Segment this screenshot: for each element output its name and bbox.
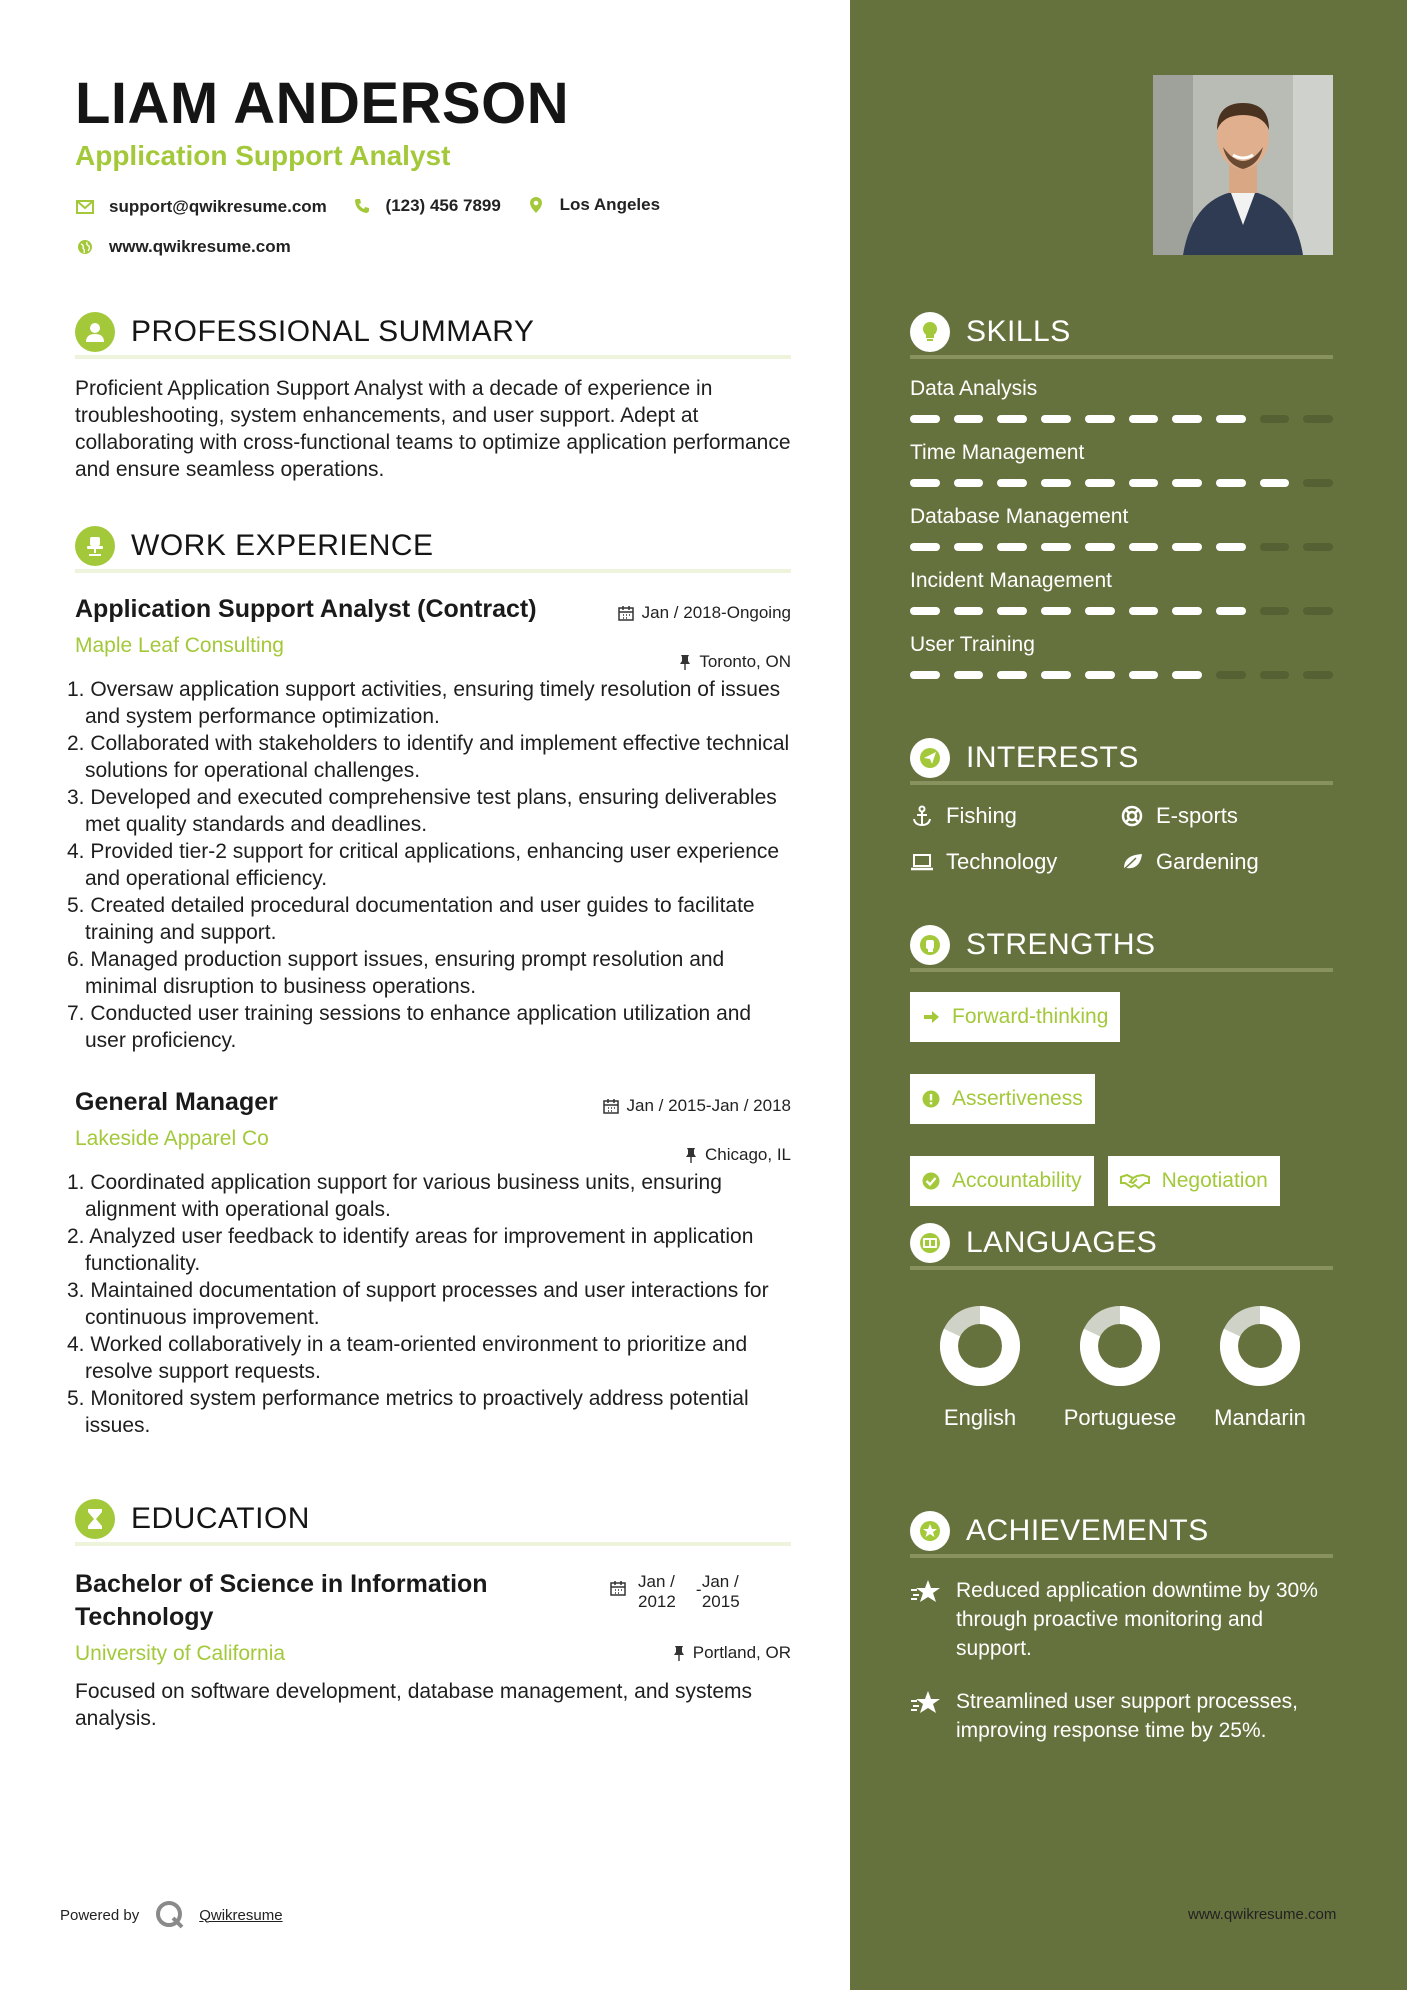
anchor-icon	[910, 805, 934, 827]
skill-label: Database Management	[910, 505, 1129, 528]
achievement-item	[910, 1687, 1333, 1745]
education-section	[75, 1500, 791, 1768]
skill-item	[910, 633, 1333, 679]
skill-item	[910, 377, 1333, 423]
star-rush-icon	[910, 1576, 942, 1663]
language-item	[910, 1304, 1050, 1432]
skill-dash-filled	[1041, 415, 1071, 423]
job-bullet: 6. Managed production support issues, ensuring prompt resolution and minimal disruption to business operations.	[67, 948, 725, 998]
location-text: Los Angeles	[559, 195, 661, 214]
languages-title: LANGUAGES	[966, 1226, 1158, 1259]
interest-label: Gardening	[1156, 849, 1259, 874]
raised-fist-icon	[910, 925, 950, 965]
skill-dash-filled	[1129, 479, 1159, 487]
handshake-icon	[1120, 1172, 1150, 1190]
pushpin-icon	[685, 1147, 697, 1163]
email-text: support@qwikresume.com	[109, 197, 327, 216]
skill-dash-filled	[910, 415, 940, 423]
skills-heading	[910, 313, 1333, 359]
school-name: University of California	[75, 1642, 286, 1665]
skill-dash-filled	[997, 607, 1027, 615]
job-bullet: 4. Worked collaboratively in a team-oriented environment to prioritize and resolve support requests.	[67, 1333, 748, 1383]
summary-heading	[75, 313, 791, 359]
contact-location	[526, 192, 660, 218]
interest-item	[1120, 849, 1330, 875]
degree-title	[75, 1568, 545, 1634]
skill-dash-filled	[1216, 543, 1246, 551]
education-title: EDUCATION	[131, 1502, 310, 1535]
skill-dash-filled	[910, 479, 940, 487]
start-date	[638, 1572, 676, 1612]
job-location	[685, 1145, 791, 1165]
end-date	[695, 1572, 740, 1612]
star-rush-icon	[910, 1687, 942, 1745]
achievement-text: Reduced application downtime by 30% through proactive monitoring and support.	[956, 1579, 1318, 1660]
skill-dash-empty	[1303, 543, 1333, 551]
skill-label: Incident Management	[910, 569, 1112, 592]
pushpin-icon	[673, 1645, 685, 1661]
lightbulb-icon	[910, 312, 950, 352]
summary-text: Proficient Application Support Analyst with a decade of experience in troubleshooting, system enhancements, and user support. Adept at collaborating with cross-functional teams to optimize application performance and ensure seamless operations.	[75, 377, 791, 481]
skill-dash-filled	[954, 607, 984, 615]
start-date-line: Jan /	[638, 1572, 675, 1591]
skill-dash-filled	[954, 479, 984, 487]
achievement-item	[910, 1576, 1333, 1663]
phone-icon	[352, 198, 372, 214]
skill-label: Data Analysis	[910, 377, 1038, 400]
skill-dash-filled	[997, 479, 1027, 487]
skill-level-bar	[910, 543, 1333, 551]
skill-dash-filled	[1085, 671, 1115, 679]
strengths-list	[910, 992, 1350, 1206]
skill-dash-empty	[1260, 607, 1290, 615]
skill-dash-filled	[910, 671, 940, 679]
job-location-text: Toronto, ON	[699, 652, 791, 671]
calendar-icon	[618, 605, 634, 621]
skill-dash-filled	[1041, 607, 1071, 615]
map-pin-icon	[526, 196, 546, 214]
globe-icon	[75, 239, 95, 255]
experience-heading	[75, 527, 791, 573]
strength-label: Accountability	[952, 1169, 1082, 1192]
job-bullet: 1. Oversaw application support activities, ensuring timely resolution of issues and system performance optimization.	[67, 678, 781, 728]
languages-section	[910, 1224, 1333, 1432]
skill-dash-filled	[1041, 543, 1071, 551]
interests-list	[910, 803, 1333, 875]
skill-dash-filled	[997, 671, 1027, 679]
job-bullet: 1. Coordinated application support for various business units, ensuring alignment with operational goals.	[67, 1171, 722, 1221]
skill-dash-filled	[1216, 607, 1246, 615]
achievements-heading	[910, 1512, 1333, 1558]
skill-dash-filled	[1172, 543, 1202, 551]
check-circle-icon	[922, 1172, 940, 1190]
contact-email[interactable]	[75, 194, 327, 220]
skill-dash-filled	[1172, 415, 1202, 423]
job-bullet: 5. Created detailed procedural documentation and user guides to facilitate training and support.	[67, 894, 755, 944]
job-date-text: Jan / 2015-Jan / 2018	[626, 1096, 791, 1115]
skill-dash-filled	[1085, 415, 1115, 423]
skills-section	[910, 313, 1333, 679]
job-bullets	[67, 676, 791, 1054]
strength-tag	[910, 1074, 1095, 1124]
laptop-icon	[910, 853, 934, 871]
skill-level-bar	[910, 607, 1333, 615]
skill-dash-filled	[997, 415, 1027, 423]
skill-dash-filled	[1129, 415, 1159, 423]
interest-label: Fishing	[946, 803, 1017, 828]
skill-dash-filled	[1085, 607, 1115, 615]
skill-dash-filled	[1172, 479, 1202, 487]
degree-line: Bachelor of Science in Information	[75, 1570, 488, 1598]
skill-dash-filled	[1172, 607, 1202, 615]
skill-dash-filled	[1260, 479, 1290, 487]
user-icon	[75, 312, 115, 352]
summary-title: PROFESSIONAL SUMMARY	[131, 315, 535, 348]
job-bullet: 3. Developed and executed comprehensive test plans, ensuring deliverables met quality standards and deadlines.	[67, 786, 777, 836]
end-date-line: Jan /	[701, 1572, 739, 1591]
skill-level-bar	[910, 479, 1333, 487]
leaf-icon	[1120, 852, 1144, 872]
language-donut	[938, 1304, 1022, 1388]
strength-label: Forward-thinking	[952, 1005, 1109, 1028]
experience-title: WORK EXPERIENCE	[131, 529, 434, 562]
experience-section	[67, 527, 791, 1439]
job-bullet: 4. Provided tier-2 support for critical applications, enhancing user experience and operational efficiency.	[67, 840, 780, 890]
date-separator: -	[695, 1580, 702, 1599]
skill-dash-filled	[1085, 479, 1115, 487]
language-donut	[1218, 1304, 1302, 1388]
strengths-section	[910, 926, 1333, 1206]
job-date	[603, 1096, 791, 1116]
job-title: General Manager	[75, 1088, 278, 1116]
job-bullet: 2. Collaborated with stakeholders to identify and implement effective technical solutions for operational challenges.	[67, 732, 790, 782]
paper-plane-icon	[910, 738, 950, 778]
interest-label: E-sports	[1156, 803, 1238, 828]
summary-section	[75, 313, 791, 483]
exclamation-circle-icon	[922, 1090, 940, 1108]
contact-website[interactable]	[75, 234, 311, 260]
skills-list	[910, 377, 1333, 679]
skill-dash-filled	[1129, 607, 1159, 615]
skill-dash-empty	[1303, 415, 1333, 423]
profile-photo	[1153, 75, 1333, 255]
powered-by-text: Powered by	[60, 1906, 140, 1924]
strength-label: Assertiveness	[952, 1087, 1083, 1110]
start-date-line: 2012	[638, 1592, 676, 1611]
website-text: www.qwikresume.com	[109, 237, 291, 256]
skill-level-bar	[910, 415, 1333, 423]
contact-phone[interactable]	[352, 193, 501, 219]
skill-level-bar	[910, 671, 1333, 679]
education-heading	[75, 1500, 791, 1546]
job-entry	[67, 595, 791, 1054]
language-icon	[910, 1223, 950, 1263]
education-dates	[610, 1572, 740, 1612]
strength-tag	[910, 992, 1120, 1042]
job-location-text: Chicago, IL	[705, 1145, 791, 1164]
skill-dash-filled	[1085, 543, 1115, 551]
job-entry	[67, 1088, 791, 1439]
job-title: Application Support Analyst (Contract)	[75, 595, 537, 623]
skill-dash-filled	[1041, 479, 1071, 487]
pushpin-icon	[679, 654, 691, 670]
job-company: Lakeside Apparel Co	[75, 1127, 269, 1150]
job-bullet: 7. Conducted user training sessions to enhance application utilization and user proficiency.	[67, 1002, 752, 1052]
phone-text: (123) 456 7899	[385, 196, 501, 215]
language-label: Mandarin	[1214, 1405, 1306, 1430]
skill-dash-filled	[1129, 671, 1159, 679]
strength-tag	[910, 1156, 1094, 1206]
interest-label: Technology	[946, 849, 1058, 874]
languages-heading	[910, 1224, 1333, 1270]
skill-dash-empty	[1260, 671, 1290, 679]
education-entry	[75, 1568, 791, 1768]
skill-label: Time Management	[910, 441, 1085, 464]
skill-dash-filled	[1129, 543, 1159, 551]
qwikresume-logo-icon	[155, 1900, 185, 1930]
calendar-icon	[603, 1098, 619, 1114]
language-item	[1190, 1304, 1330, 1432]
achievements-section	[910, 1512, 1333, 1745]
language-item	[1050, 1304, 1190, 1432]
achievements-list	[910, 1576, 1333, 1745]
job-bullets	[67, 1169, 791, 1439]
degree-line: Technology	[75, 1603, 214, 1631]
language-label: Portuguese	[1063, 1405, 1177, 1430]
achievement-text: Streamlined user support processes, improving response time by 25%.	[956, 1690, 1298, 1742]
skill-dash-filled	[910, 543, 940, 551]
brand-link[interactable]: Qwikresume	[199, 1906, 283, 1924]
job-bullet: 2. Analyzed user feedback to identify areas for improvement in application functionality.	[67, 1225, 754, 1275]
strength-tag	[1108, 1156, 1280, 1206]
strengths-heading	[910, 926, 1333, 972]
skill-dash-empty	[1260, 415, 1290, 423]
contact-row	[75, 192, 795, 220]
interests-heading	[910, 739, 1333, 785]
interest-item	[910, 849, 1120, 875]
skills-title: SKILLS	[966, 315, 1071, 348]
lifebuoy-icon	[1120, 805, 1144, 827]
school-location-text: Portland, OR	[692, 1643, 791, 1662]
language-donut	[1078, 1304, 1162, 1388]
interests-title: INTERESTS	[966, 741, 1139, 774]
hourglass-icon	[75, 1499, 115, 1539]
skill-dash-filled	[954, 671, 984, 679]
skill-item	[910, 569, 1333, 615]
interests-section	[910, 739, 1333, 875]
skill-dash-empty	[1303, 671, 1333, 679]
envelope-icon	[75, 200, 95, 214]
languages-list	[910, 1304, 1333, 1432]
skill-dash-empty	[1303, 607, 1333, 615]
skill-dash-filled	[910, 607, 940, 615]
footer-powered-by	[60, 1900, 283, 1930]
arrow-right-icon	[922, 1008, 940, 1026]
job-location	[679, 652, 791, 672]
skill-dash-empty	[1303, 479, 1333, 487]
achievements-title: ACHIEVEMENTS	[966, 1514, 1209, 1547]
strength-label: Negotiation	[1161, 1169, 1268, 1192]
candidate-role: Application Support Analyst	[75, 140, 451, 171]
job-company: Maple Leaf Consulting	[75, 634, 284, 657]
star-badge-icon	[910, 1511, 950, 1551]
end-date-line: 2015	[701, 1592, 740, 1611]
interest-item	[910, 803, 1120, 829]
job-bullet: 5. Monitored system performance metrics to proactively address potential issues.	[67, 1387, 749, 1437]
skill-dash-empty	[1260, 543, 1290, 551]
job-date-text: Jan / 2018-Ongoing	[641, 603, 791, 622]
calendar-icon	[610, 1580, 626, 1612]
skill-dash-filled	[1041, 671, 1071, 679]
skill-dash-filled	[1216, 415, 1246, 423]
skill-dash-filled	[997, 543, 1027, 551]
interest-item	[1120, 803, 1330, 829]
skill-dash-filled	[954, 543, 984, 551]
job-date	[618, 603, 791, 623]
office-chair-icon	[75, 526, 115, 566]
skill-dash-empty	[1216, 671, 1246, 679]
skill-dash-filled	[1216, 479, 1246, 487]
skill-dash-filled	[954, 415, 984, 423]
skill-item	[910, 505, 1333, 551]
education-description: Focused on software development, database management, and systems analysis.	[75, 1680, 753, 1730]
school-location	[673, 1643, 791, 1663]
skill-dash-filled	[1172, 671, 1202, 679]
candidate-name: LIAM ANDERSON	[75, 71, 570, 136]
skill-item	[910, 441, 1333, 487]
footer-website[interactable]: www.qwikresume.com	[1188, 1906, 1337, 1923]
language-label: English	[943, 1405, 1017, 1430]
strengths-title: STRENGTHS	[966, 928, 1156, 961]
job-bullet: 3. Maintained documentation of support processes and user interactions for continuous improvement.	[67, 1279, 769, 1329]
skill-label: User Training	[910, 633, 1035, 656]
